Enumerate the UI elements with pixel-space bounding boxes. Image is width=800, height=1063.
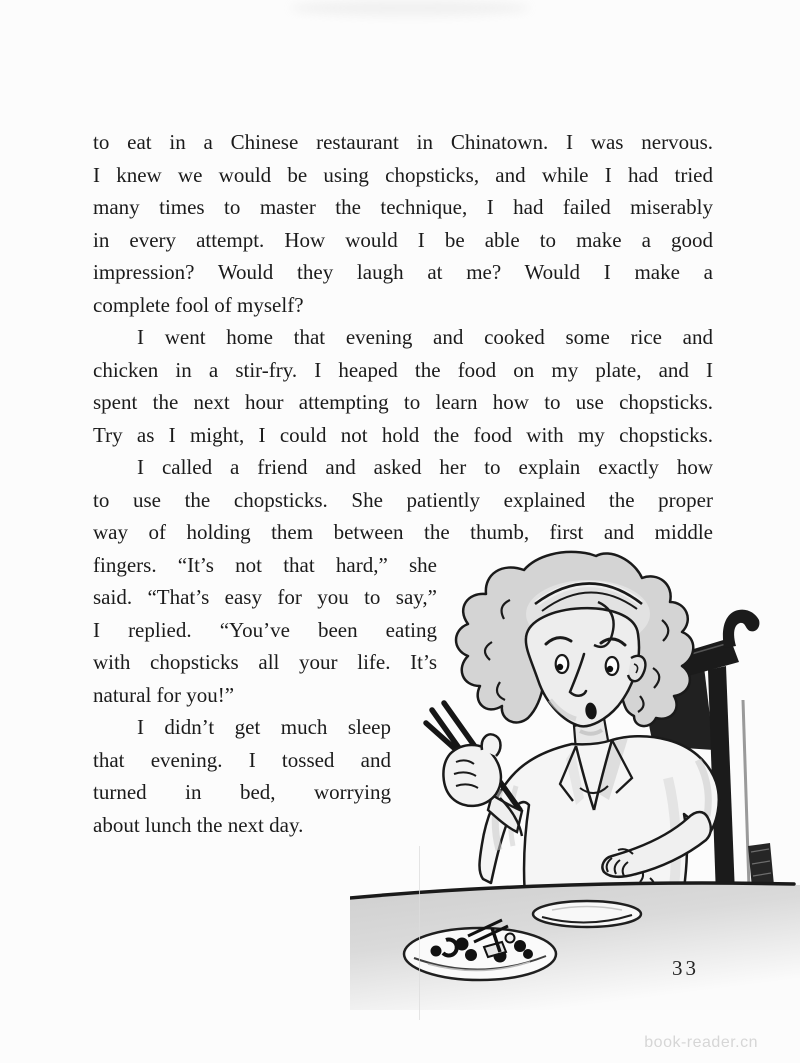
text-line: about lunch the next day. <box>93 812 304 837</box>
text-line: I didn’t get much sleep <box>137 715 391 739</box>
scan-ghost-smudge <box>290 0 530 16</box>
text-line: that evening. I tossed and <box>93 747 391 772</box>
text-line: I replied. “You’ve been eating <box>93 617 437 642</box>
small-dish <box>533 901 641 927</box>
text-line: many times to master the technique, I had failed miserably <box>93 195 713 219</box>
text-line: I knew we would be using chopsticks, and while I had tried <box>93 162 713 187</box>
paragraph-3-full-width <box>93 451 713 549</box>
text-line: Try as I might, I could not hold the food with my chopsticks. <box>93 422 713 447</box>
text-line: said. “That’s easy for you to say,” <box>93 585 437 609</box>
paragraph-1 <box>93 126 713 321</box>
text-line: spent the next hour attempting to learn how to use chopsticks. <box>93 390 713 414</box>
text-line: chicken in a stir-fry. I heaped the food on my plate, and I <box>93 357 713 382</box>
scan-crease-line <box>419 846 420 1020</box>
page-number: 33 <box>672 956 699 980</box>
paragraph-2 <box>93 321 713 451</box>
text-line: fingers. “It’s not that hard,” she <box>93 552 437 577</box>
paragraph-4-wrapped-beside-illustration <box>93 711 391 841</box>
text-line: I called a friend and asked her to explain exactly how <box>137 455 713 479</box>
text-line: impression? Would they laugh at me? Would I make a <box>93 260 713 284</box>
text-line: natural for you!” <box>93 682 235 707</box>
text-line: in every attempt. How would I be able to make a good <box>93 227 713 252</box>
text-line: way of holding them between the thumb, first and middle <box>93 520 713 544</box>
text-line: turned in bed, worrying <box>93 780 391 804</box>
text-line: I went home that evening and cooked some rice and <box>137 325 713 349</box>
text-line: to eat in a Chinese restaurant in Chinatown. I was nervous. <box>93 130 713 154</box>
watermark-text: book-reader.cn <box>644 1034 758 1051</box>
illustration-woman-with-chopsticks <box>350 548 800 1010</box>
text-line: to use the chopsticks. She patiently explained the proper <box>93 487 713 512</box>
text-line: complete fool of myself? <box>93 292 304 317</box>
text-line: with chopsticks all your life. It’s <box>93 650 437 674</box>
